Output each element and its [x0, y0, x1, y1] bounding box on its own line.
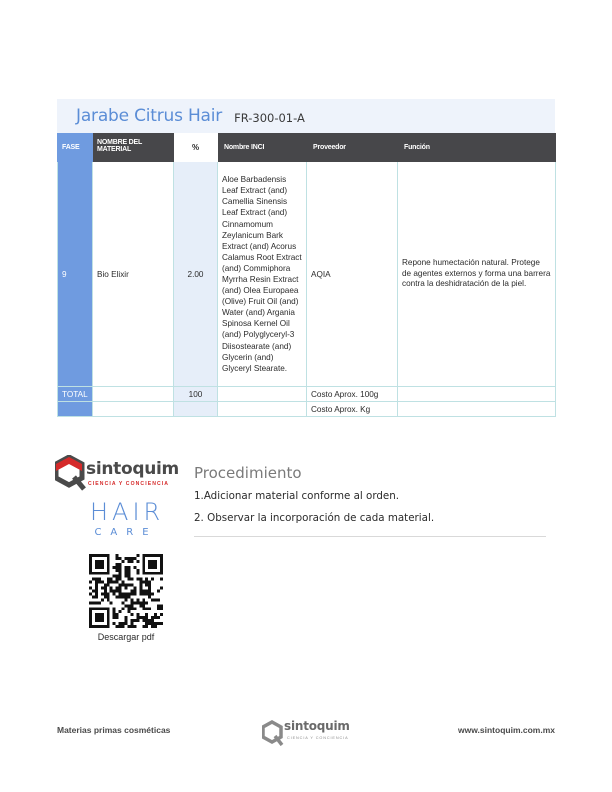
- cell-proveedor: AQIA: [307, 162, 398, 387]
- formula-code: FR-300-01-A: [234, 110, 305, 125]
- procedure-title: Procedimiento: [194, 464, 302, 482]
- formula-title: Jarabe Citrus Hair: [76, 106, 223, 126]
- cell-fase: 9: [58, 162, 93, 387]
- cost-empty-2: [93, 402, 174, 417]
- header-percent: %: [174, 134, 218, 162]
- cost-100g-label: Costo Aprox. 100g: [307, 387, 398, 402]
- footer-brand-tagline: CIENCIA Y CONCIENCIA: [287, 736, 349, 740]
- table-header-row: [58, 134, 556, 162]
- hair-line-label: HAIR: [90, 498, 165, 526]
- total-empty-1: [93, 387, 174, 402]
- total-label: TOTAL: [58, 387, 93, 402]
- brand-tagline: CIENCIA Y CONCIENCIA: [88, 481, 170, 487]
- cell-percent: 2.00: [174, 162, 218, 387]
- total-percent: 100: [174, 387, 218, 402]
- cost-100g-value: [398, 387, 556, 402]
- cost-empty-1: [58, 402, 93, 417]
- qr-download-label[interactable]: Descargar pdf: [97, 632, 155, 642]
- table-cost-row: [58, 402, 556, 417]
- brand-name: sintoquim: [86, 459, 179, 479]
- document-title-bar: [57, 99, 555, 133]
- header-funcion: Función: [398, 134, 556, 162]
- care-line-label: CARE: [94, 527, 158, 538]
- cost-empty-3: [174, 402, 218, 417]
- cost-empty-4: [218, 402, 307, 417]
- cost-kg-value: [398, 402, 556, 417]
- procedure-step: 2. Observar la incorporación de cada material.: [194, 512, 435, 524]
- cell-inci: Aloe Barbadensis Leaf Extract (and) Camellia Sinensis Leaf Extract (and) Cinnamomum Zeylanicum Bark Extract (and) Acorus Calamus Root Extract (and) Commiphora Myrrha Resin Extract (and) Olea Europaea (Olive) Fruit Oil (and) Water (and) Argania Spinosa Kernel Oil (and) Polyglyceryl-3 Diisostearate (and) Glycerin (and) Glyceryl Stearate.: [218, 162, 307, 387]
- header-nombre: NOMBRE DEL MATERIAL: [93, 134, 174, 162]
- footer-brand-name: sintoquim: [284, 719, 350, 733]
- procedure-divider: [194, 536, 546, 537]
- cost-kg-label: Costo Aprox. Kg: [307, 402, 398, 417]
- table-row: [58, 162, 556, 387]
- header-inci: Nombre INCI: [218, 134, 307, 162]
- procedure-step: 1.Adicionar material conforme al orden.: [194, 490, 400, 502]
- table-total-row: [58, 387, 556, 402]
- formula-table: [57, 133, 556, 417]
- cell-nombre: Bio Elixir: [93, 162, 174, 387]
- footer-website-link[interactable]: www.sintoquim.com.mx: [458, 725, 555, 735]
- header-fase: FASE: [58, 134, 93, 162]
- qr-code-icon[interactable]: [89, 554, 163, 628]
- header-proveedor: Proveedor: [307, 134, 398, 162]
- cell-funcion: Repone humectación natural. Protege de agentes externos y forma una barrera contra la deshidratación de la piel.: [398, 162, 556, 387]
- total-empty-2: [218, 387, 307, 402]
- footer-category: Materias primas cosméticas: [57, 725, 171, 735]
